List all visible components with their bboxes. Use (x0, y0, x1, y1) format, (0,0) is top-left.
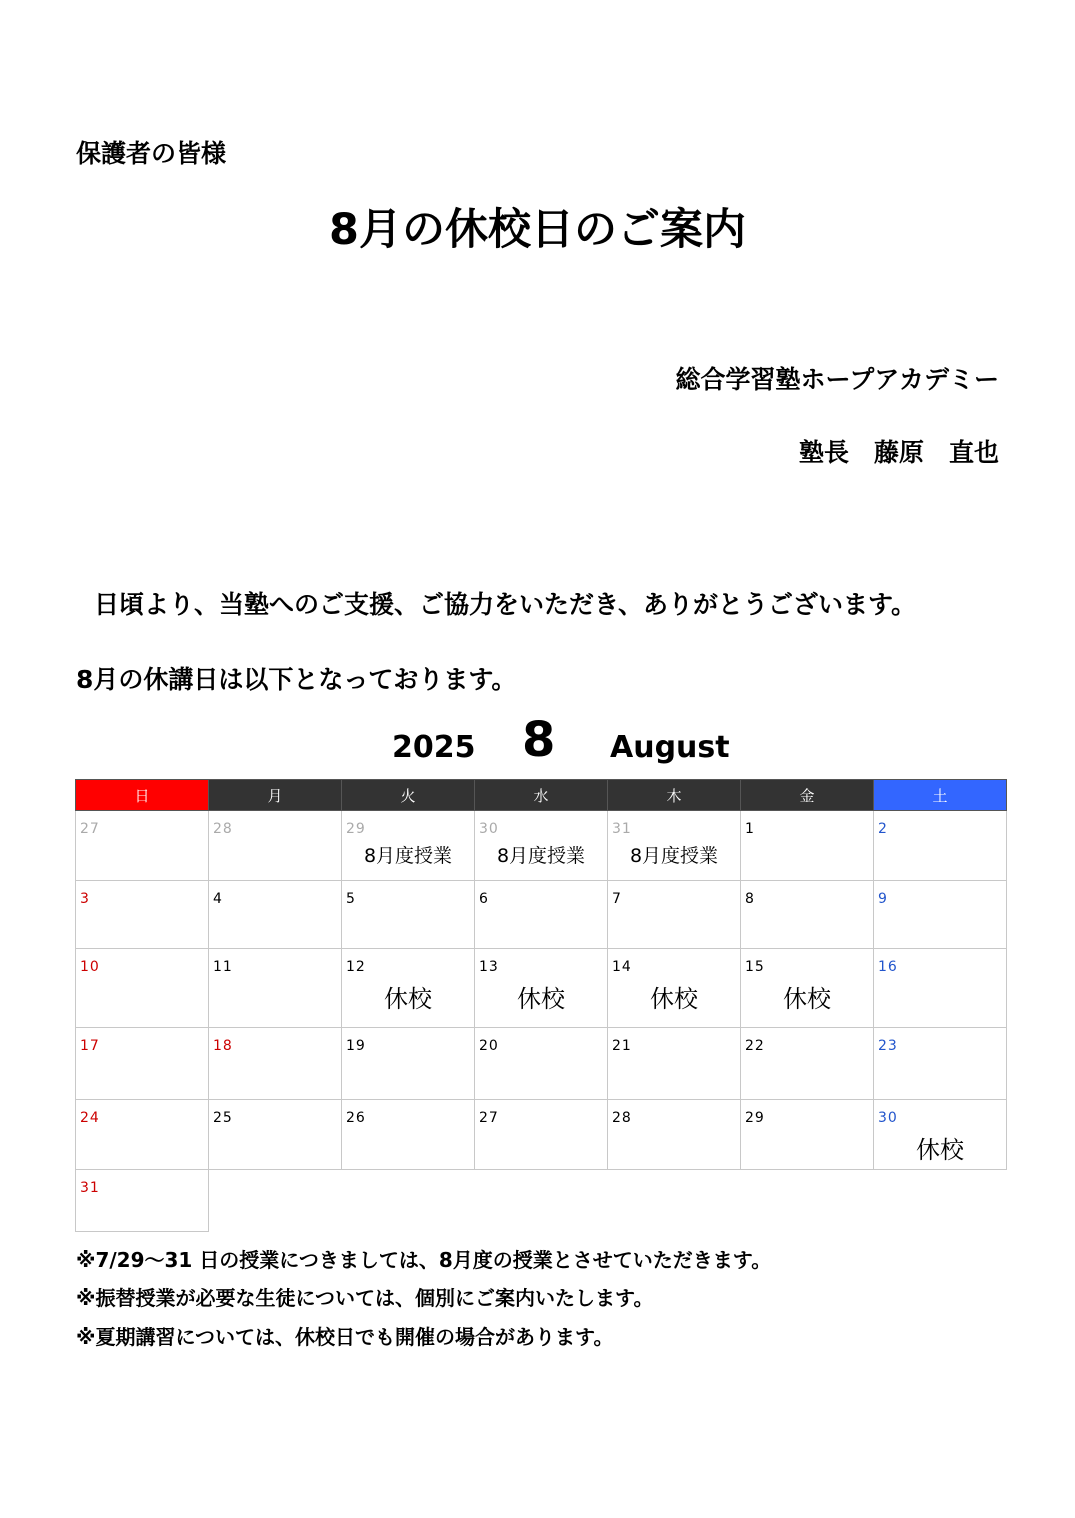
calendar-month: 8 (522, 712, 556, 768)
day-number: 17 (80, 1038, 100, 1054)
calendar-day-cell (342, 881, 475, 949)
day-number: 22 (745, 1038, 765, 1054)
calendar-week-row (76, 1170, 1007, 1232)
calendar-day-cell (874, 1100, 1007, 1170)
closed-day-label: 休校 (650, 985, 698, 1013)
calendar-day-cell (342, 1028, 475, 1100)
calendar-week-row (76, 949, 1007, 1028)
day-number: 28 (213, 821, 233, 837)
day-number: 25 (213, 1110, 233, 1126)
calendar-day-cell (874, 949, 1007, 1028)
principal-name: 塾長 藤原 直也 (798, 438, 999, 467)
calendar-day-cell (475, 949, 608, 1028)
calendar-month-name: August (610, 730, 730, 765)
calendar-week-row (76, 1028, 1007, 1100)
calendar-day-cell (475, 881, 608, 949)
weekday-header-friday: 金 (741, 780, 874, 811)
greeting: 保護者の皆様 (76, 139, 227, 168)
calendar-day-cell (475, 1028, 608, 1100)
day-number: 15 (745, 959, 765, 975)
day-number: 26 (346, 1110, 366, 1126)
calendar-day-cell (741, 881, 874, 949)
day-number: 18 (213, 1038, 233, 1054)
organization-name: 総合学習塾ホープアカデミー (675, 365, 999, 394)
day-number: 10 (80, 959, 100, 975)
day-number: 30 (479, 821, 499, 837)
footnote-2: ※振替授業が必要な生徒については、個別にご案内いたします。 (76, 1286, 654, 1310)
calendar-day-cell (76, 881, 209, 949)
calendar-empty-cell (342, 1170, 475, 1232)
day-number: 1 (745, 821, 755, 837)
day-number: 14 (612, 959, 632, 975)
calendar-day-cell (76, 1170, 209, 1232)
page-title: 8月の休校日のご案内 (329, 205, 746, 255)
calendar-day-cell (741, 811, 874, 881)
calendar-empty-cell (608, 1170, 741, 1232)
calendar-empty-cell (874, 1170, 1007, 1232)
calendar-day-cell (608, 1028, 741, 1100)
calendar-day-cell (209, 949, 342, 1028)
day-number: 7 (612, 891, 622, 907)
day-number: 16 (878, 959, 898, 975)
calendar-day-cell (209, 1100, 342, 1170)
lesson-label: 8月度授業 (629, 845, 719, 867)
weekday-header-wednesday: 水 (475, 780, 608, 811)
calendar-day-cell (608, 949, 741, 1028)
calendar-day-cell (741, 1100, 874, 1170)
calendar-day-cell (741, 949, 874, 1028)
calendar-day-cell (342, 1100, 475, 1170)
calendar-week-row (76, 1100, 1007, 1170)
closed-day-label: 休校 (916, 1136, 964, 1164)
day-number: 2 (878, 821, 888, 837)
calendar-day-cell (76, 949, 209, 1028)
footnote-3: ※夏期講習については、休校日でも開催の場合があります。 (76, 1325, 614, 1349)
day-number: 9 (878, 891, 888, 907)
calendar-week-row (76, 881, 1007, 949)
calendar-day-cell (874, 1028, 1007, 1100)
calendar-grid (75, 779, 1007, 1232)
calendar-empty-cell (209, 1170, 342, 1232)
calendar-year: 2025 (392, 730, 476, 765)
day-number: 23 (878, 1038, 898, 1054)
day-number: 6 (479, 891, 489, 907)
day-number: 4 (213, 891, 223, 907)
calendar-day-cell (608, 1100, 741, 1170)
calendar-day-cell (874, 881, 1007, 949)
lesson-label: 8月度授業 (363, 845, 453, 867)
day-number: 19 (346, 1038, 366, 1054)
closed-day-label: 休校 (384, 985, 432, 1013)
weekday-header-sunday: 日 (76, 780, 209, 811)
day-number: 31 (612, 821, 632, 837)
calendar-empty-cell (475, 1170, 608, 1232)
day-number: 12 (346, 959, 366, 975)
calendar-day-cell (76, 1100, 209, 1170)
calendar-day-cell (741, 1028, 874, 1100)
day-number: 8 (745, 891, 755, 907)
day-number: 20 (479, 1038, 499, 1054)
calendar-day-cell (608, 811, 741, 881)
calendar-week-row (76, 811, 1007, 881)
day-number: 29 (346, 821, 366, 837)
calendar-day-cell (608, 881, 741, 949)
day-number: 21 (612, 1038, 632, 1054)
day-number: 3 (80, 891, 90, 907)
day-number: 27 (80, 821, 100, 837)
intro-text: 日頃より、当塾へのご支援、ご協力をいただき、ありがとうございます。 (94, 590, 917, 619)
day-number: 5 (346, 891, 356, 907)
weekday-header-thursday: 木 (608, 780, 741, 811)
closed-day-label: 休校 (517, 985, 565, 1013)
calendar-day-cell (475, 1100, 608, 1170)
day-number: 13 (479, 959, 499, 975)
closed-days-line: 8月の休講日は以下となっております。 (76, 665, 517, 694)
day-number: 30 (878, 1110, 898, 1126)
day-number: 24 (80, 1110, 100, 1126)
closed-day-label: 休校 (783, 985, 831, 1013)
calendar-day-cell (209, 881, 342, 949)
calendar-day-cell (475, 811, 608, 881)
weekday-header-row (76, 780, 1007, 811)
calendar-day-cell (342, 949, 475, 1028)
calendar-day-cell (209, 1028, 342, 1100)
calendar-day-cell (342, 811, 475, 881)
calendar-empty-cell (741, 1170, 874, 1232)
weekday-header-saturday: 土 (874, 780, 1007, 811)
calendar-day-cell (874, 811, 1007, 881)
calendar-day-cell (76, 811, 209, 881)
day-number: 31 (80, 1180, 100, 1196)
day-number: 29 (745, 1110, 765, 1126)
calendar-body (76, 811, 1007, 1232)
day-number: 11 (213, 959, 233, 975)
lesson-label: 8月度授業 (496, 845, 586, 867)
weekday-header-monday: 月 (209, 780, 342, 811)
calendar-day-cell (76, 1028, 209, 1100)
footnote-1: ※7/29～31 日の授業につきましては、8月度の授業とさせていただきます。 (76, 1248, 772, 1272)
weekday-header-tuesday: 火 (342, 780, 475, 811)
calendar-day-cell (209, 811, 342, 881)
day-number: 28 (612, 1110, 632, 1126)
day-number: 27 (479, 1110, 499, 1126)
